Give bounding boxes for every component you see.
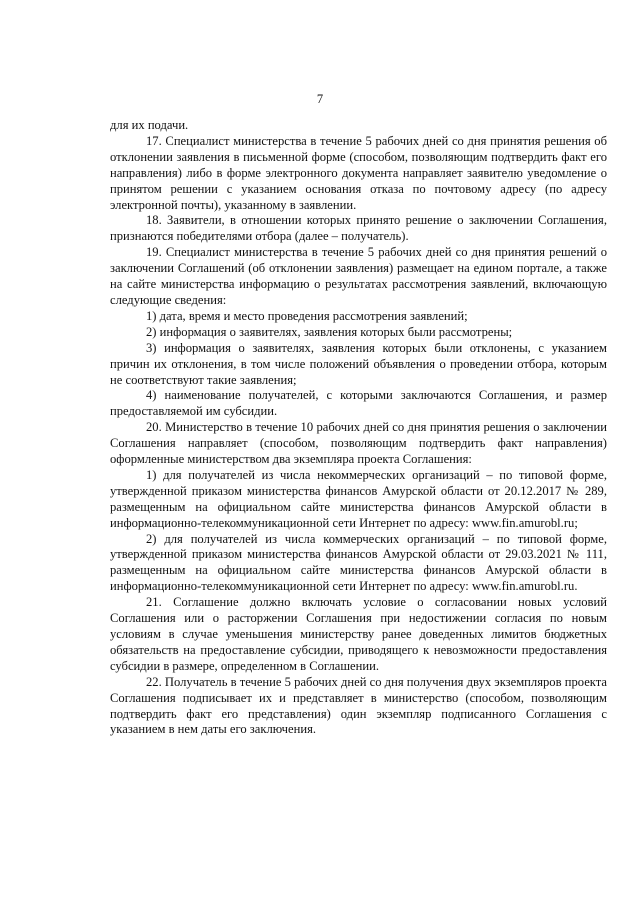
paragraph-continuation: для их подачи. xyxy=(110,118,189,132)
paragraph-22: 22. Получатель в течение 5 рабочих дней со дня получения двух экземпляров проекта Соглашения подписывает их и представляет в министерство (способом, позволяющим подтвердить факт его представления) один экземпляр подписанного Соглашения с указанием в нем даты его заключения. xyxy=(110,674,607,737)
paragraph-19-item-4: 4) наименование получателей, с которыми заключаются Соглашения, и размер предоставляемой им субсидии. xyxy=(110,388,607,419)
paragraph-18: 18. Заявители, в отношении которых принято решение о заключении Соглашения, признаются победителями отбора (далее – получатель). xyxy=(110,213,607,244)
paragraph-17: 17. Специалист министерства в течение 5 рабочих дней со дня принятия решения об отклонении заявления в письменной форме (способом, позволяющим подтвердить факт его направления) либо в форме электронного документа направляет заявителю уведомление о принятом решении с указанием основания отказа по почтовому адресу (по адресу электронной почты), указанному в заявлении. xyxy=(110,133,607,212)
paragraph-19-item-3: 3) информация о заявителях, заявления которых были отклонены, с указанием причин их отклонения, в том числе положений объявления о проведении отбора, которым не соответствуют такие заявления; xyxy=(110,340,607,387)
paragraph-19-item-1: 1) дата, время и место проведения рассмотрения заявлений; xyxy=(146,308,468,323)
paragraph-20: 20. Министерство в течение 10 рабочих дней со дня принятия решения о заключении Соглашения направляет (способом, позволяющим подтвердить факт направления) оформленные министерством два экземпляра проекта Соглашения: xyxy=(110,420,607,467)
paragraph-20-item-1: 1) для получателей из числа некоммерческих организаций – по типовой форме, утвержденной приказом министерства финансов Амурской области от 20.12.2017 № 289, размещенным на официальном сайте министерства финансов Амурской области в информационно-телекоммуникационной сети Интернет по адресу: www.fin.amurobl.ru; xyxy=(110,467,607,530)
page-number: 7 xyxy=(316,92,324,106)
paragraph-20-item-2: 2) для получателей из числа коммерческих организаций – по типовой форме, утвержденной приказом министерства финансов Амурской области от 29.03.2021 № 111, размещенным на официальном сайте министерства финансов Амурской области в информационно-телекоммуникационной сети Интернет по адресу: www.fin.amurobl.ru. xyxy=(110,531,607,594)
paragraph-21: 21. Соглашение должно включать условие о согласовании новых условий Соглашения или о расторжении Соглашения при недостижении согласия по новым условиям в случае уменьшения министерству ранее доведенных лимитов бюджетных обязательств на предоставление субсидии, приводящего к невозможности предоставления субсидии в размере, определенном в Соглашении. xyxy=(110,595,607,673)
document-body xyxy=(110,118,607,738)
paragraph-19: 19. Специалист министерства в течение 5 рабочих дней со дня принятия решений о заключении Соглашений (об отклонении заявления) размещает на едином портале, а также на сайте министерства информацию о результатах рассмотрения заявлений, включающую следующие сведения: xyxy=(110,245,607,307)
paragraph-19-item-2: 2) информация о заявителях, заявления которых были рассмотрены; xyxy=(146,324,513,339)
